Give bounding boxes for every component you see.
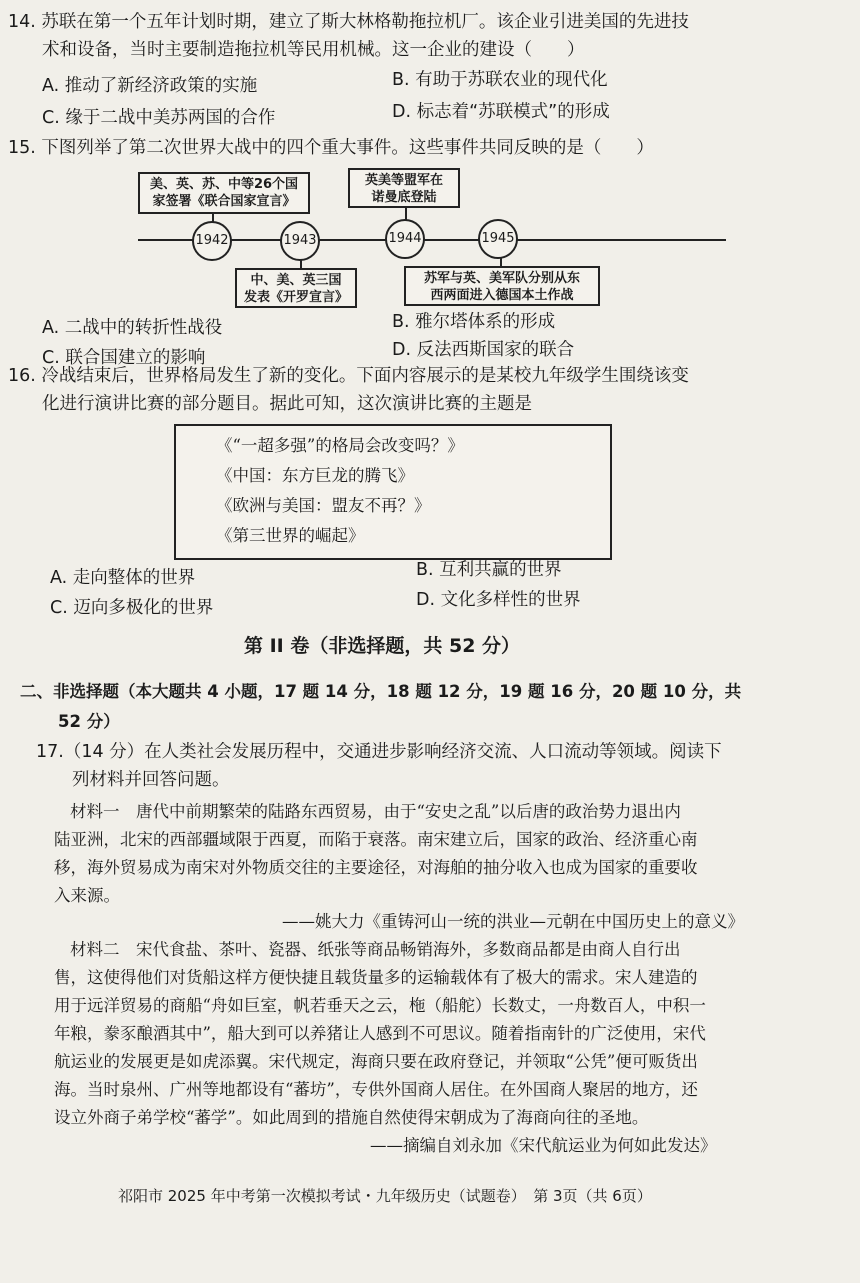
material1-source: ——姚大力《重铸河山一统的洪业—元朝在中国历史上的意义》 bbox=[282, 912, 744, 931]
material2-line: 售，这使得他们对货船这样方便快捷且载货量多的运输载体有了极大的需求。宋人建造的 bbox=[54, 968, 698, 987]
section-heading-line2: 52 分） bbox=[58, 712, 120, 731]
topic-item: 《第三世界的崛起》 bbox=[216, 526, 365, 545]
q16-option-b: B. 互利共赢的世界 bbox=[416, 560, 562, 580]
q16-option-d: D. 文化多样性的世界 bbox=[416, 590, 581, 610]
q14-option-d: D. 标志着“苏联模式”的形成 bbox=[392, 102, 610, 122]
material1-line: 材料一 唐代中前期繁荣的陆路东西贸易，由于“安史之乱”以后唐的政治势力退出内 bbox=[70, 802, 681, 821]
material2-line: 年粮，豢豕酿酒其中”，船大到可以养猪让人感到不可思议。随着指南针的广泛使用，宋代 bbox=[54, 1024, 706, 1043]
speech-topics-box bbox=[174, 424, 612, 560]
q16-option-c: C. 迈向多极化的世界 bbox=[50, 598, 214, 618]
q15-option-b: B. 雅尔塔体系的形成 bbox=[392, 312, 556, 332]
event-box-1943: 中、美、英三国 发表《开罗宣言》 bbox=[235, 268, 357, 308]
timeline-year-1942: 1942 bbox=[192, 221, 232, 261]
timeline-year-1945: 1945 bbox=[478, 219, 518, 259]
topic-item: 《中国：东方巨龙的腾飞》 bbox=[216, 466, 414, 485]
material2-source: ——摘编自刘永加《宋代航运业为何如此发达》 bbox=[370, 1136, 717, 1155]
q14-stem-line2: 术和设备，当时主要制造拖拉机等民用机械。这一企业的建设（ ） bbox=[42, 40, 585, 60]
event-box-1944: 英美等盟军在 诺曼底登陆 bbox=[348, 168, 460, 208]
section-title: 第 II 卷（非选择题，共 52 分） bbox=[244, 635, 521, 657]
q14-stem-line1: 14. 苏联在第一个五年计划时期，建立了斯大林格勒拖拉机厂。该企业引进美国的先进技 bbox=[8, 12, 689, 32]
material2-line: 海。当时泉州、广州等地都设有“蕃坊”，专供外国商人居住。在外国商人聚居的地方，还 bbox=[54, 1080, 698, 1099]
q16-stem-line2: 化进行演讲比赛的部分题目。据此可知，这次演讲比赛的主题是 bbox=[42, 394, 532, 414]
material2-line: 材料二 宋代食盐、茶叶、瓷器、纸张等商品畅销海外，多数商品都是由商人自行出 bbox=[70, 940, 681, 959]
material2-line: 设立外商子弟学校“蕃学”。如此周到的措施自然使得宋朝成为了海商向往的圣地。 bbox=[54, 1108, 649, 1127]
timeline-year-1944: 1944 bbox=[385, 219, 425, 259]
topic-item: 《欧洲与美国：盟友不再？》 bbox=[216, 496, 431, 515]
q14-option-a: A. 推动了新经济政策的实施 bbox=[42, 76, 258, 96]
material1-line: 陆亚洲，北宋的西部疆域限于西夏，而陷于衰落。南宋建立后，国家的政治、经济重心南 bbox=[54, 830, 698, 849]
q16-stem-line1: 16. 冷战结束后，世界格局发生了新的变化。下面内容展示的是某校九年级学生围绕该变 bbox=[8, 366, 689, 386]
q14-option-c: C. 缘于二战中美苏两国的合作 bbox=[42, 108, 276, 128]
topic-item: 《“一超多强”的格局会改变吗？》 bbox=[216, 436, 464, 455]
timeline-year-1943: 1943 bbox=[280, 221, 320, 261]
q14-option-b: B. 有助于苏联农业的现代化 bbox=[392, 70, 608, 90]
event-box-1945: 苏军与英、美军队分别从东 西两面进入德国本土作战 bbox=[404, 266, 600, 306]
event-box-1942: 美、英、苏、中等26个国 家签署《联合国家宣言》 bbox=[138, 172, 310, 214]
q15-stem: 15. 下图列举了第二次世界大战中的四个重大事件。这些事件共同反映的是（ ） bbox=[8, 138, 654, 158]
q15-option-a: A. 二战中的转折性战役 bbox=[42, 318, 223, 338]
q17-stem-line2: 列材料并回答问题。 bbox=[72, 770, 230, 790]
material1-line: 入来源。 bbox=[54, 886, 120, 905]
q17-stem-line1: 17.（14 分）在人类社会发展历程中，交通进步影响经济交流、人口流动等领域。阅读下 bbox=[36, 742, 722, 762]
q16-option-a: A. 走向整体的世界 bbox=[50, 568, 196, 588]
q15-option-d: D. 反法西斯国家的联合 bbox=[392, 340, 575, 360]
material2-line: 用于远洋贸易的商船“舟如巨室，帆若垂天之云，柂（船舵）长数丈，一舟数百人，中积一 bbox=[54, 996, 706, 1015]
material2-line: 航运业的发展更是如虎添翼。宋代规定，海商只要在政府登记，并领取“公凭”便可贩货出 bbox=[54, 1052, 698, 1071]
section-heading-line1: 二、非选择题（本大题共 4 小题，17 题 14 分，18 题 12 分，19 题 16 分，20 题 10 分，共 bbox=[20, 682, 742, 701]
q15-option-c: C. 联合国建立的影响 bbox=[42, 348, 206, 368]
page-footer: 祁阳市 2025 年中考第一次模拟考试・九年级历史（试题卷） 第 3页（共 6页） bbox=[118, 1187, 652, 1205]
material1-line: 移，海外贸易成为南宋对外物质交往的主要途径，对海舶的抽分收入也成为国家的重要收 bbox=[54, 858, 698, 877]
